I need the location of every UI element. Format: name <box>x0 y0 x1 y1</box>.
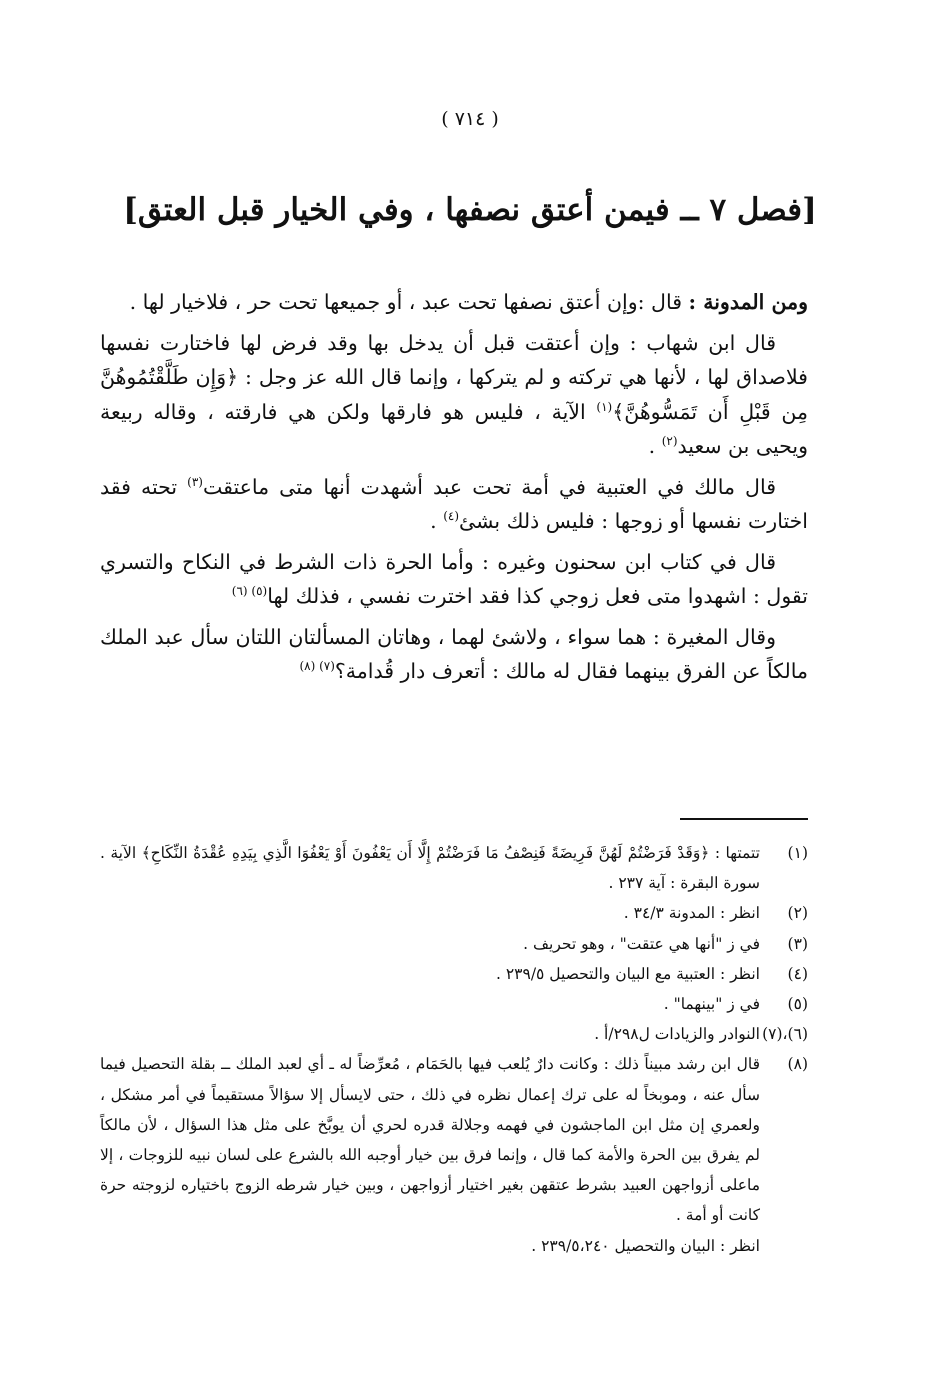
footnote-source: انظر : البيان والتحصيل ٢٣٩/٥،٢٤٠ . <box>531 1236 760 1255</box>
footnote-item <box>100 989 808 1019</box>
footnote-text: قال ابن رشد مبيناً ذلك : وكانت دارٌ يُلعب فيها بالحَمَام ، مُعرِّضاً له ـ أي لعبد الملك ــ بقلة التحصيل فيما سأل عنه ، وموبخاً له على ترك إعمال نظره في ذلك ، حتى لايسأل إلا سؤالاً مستقيماً في أمر مشكل ، ولعمري إن مثل ابن الماجشون في فهمه وجلالة قدره لحري أن يوبَّخ على مثل هذا السؤال ، لأن مالكاً لم يفرق بين الحرة والأمة كما قال ، وإنما فرق بين خيار أوجبه الله بالشرع على لسان نبيه للزوجات ، إلا ماعلى أزواجهن العبيد بشرط عتقهن بغير اختيار أزواجهن ، وبين خيار شرطه الزوج باختياره لزوجته حرة كانت أو أمة . <box>100 1055 760 1225</box>
footnote-divider <box>680 818 808 820</box>
paragraph-text: وقال المغيرة : هما سواء ، ولاشئ لهما ، وهاتان المسألتان اللتان سأل عبد الملك مالكاً عن الفرق بينهما فقال له مالك : أتعرف دار قُدامة؟ <box>100 624 808 683</box>
chapter-title: [فصل ٧ ــ فيمن أعتق نصفها ، وفي الخيار قبل العتق] <box>123 192 817 228</box>
paragraph-2 <box>100 326 808 464</box>
footnote-text-block <box>100 1049 760 1260</box>
footnote-ref[interactable]: (٢) <box>661 434 678 449</box>
page-number: ( ٧١٤ ) <box>441 108 499 130</box>
footnote-item <box>100 1019 808 1049</box>
paragraph-text: الآية ، فليس هو فارقها ولكن هي فارقته ، وقاله ربيعة ويحيى بن سعيد <box>100 399 808 458</box>
paragraph-text: قال مالك في العتبية في أمة تحت عبد أشهدت أنها متى ماعتقت <box>202 474 777 499</box>
footnote-number: (٤) <box>787 964 808 983</box>
footnote-item <box>100 898 808 928</box>
footnote-number: (١) <box>787 844 808 862</box>
footnote-text: في ز "أنها هي عتقت" ، وهو تحريف . <box>523 934 760 953</box>
footnote-ref[interactable]: (١) <box>596 399 613 414</box>
paragraph-4 <box>100 545 808 614</box>
footnote-item <box>100 1049 808 1260</box>
footnote-item <box>100 929 808 959</box>
footnotes <box>100 838 808 1261</box>
footnote-number: (٦)،(٧) <box>762 1025 808 1044</box>
paragraph-5 <box>100 620 808 689</box>
footnote-ref[interactable]: (٧) (٨) <box>299 659 335 674</box>
footnote-text: النوادر والزيادات ل٢٩٨/أ . <box>594 1025 760 1044</box>
paragraph-text: قال في كتاب ابن سحنون وغيره : وأما الحرة ذات الشرط في النكاح والتسري تقول : اشهدوا متى فعل زوجي كذا فقد اخترت نفسي ، فذلك لها <box>100 549 808 608</box>
paragraph-text: قال :وإن أعتق نصفها تحت عبد ، أو جميعها تحت حر ، فلاخيار لها . <box>129 290 689 314</box>
footnote-number: (٨) <box>787 1055 808 1074</box>
footnote-ref[interactable]: (٤) <box>443 509 460 524</box>
footnote-text: تتمتها : ﴿وَقَدْ فَرَضْتُمْ لَهُنَّ فَرِيضَةً فَنِصْفُ مَا فَرَضْتُمْ إِلَّا أَن يَعْفُونَ أَوْ يَعْفُوَا الَّذِي بِيَدِهِ عُقْدَةُ النِّكَاحِ﴾ الآية . سورة البقرة : آية ٢٣٧ . <box>100 844 760 893</box>
footnote-text: انظر : المدونة ٣٤/٣ . <box>623 904 760 923</box>
footnote-ref[interactable]: (٥) (٦) <box>231 584 268 599</box>
paragraph-lead: ومن المدونة : <box>688 290 808 314</box>
footnote-ref[interactable]: (٣) <box>187 474 203 489</box>
main-text <box>100 285 808 695</box>
footnote-number: (٣) <box>787 934 808 953</box>
footnote-item <box>100 838 808 898</box>
paragraph-3 <box>100 470 808 539</box>
footnote-item <box>100 959 808 989</box>
paragraph-text: . <box>430 509 444 533</box>
footnote-number: (٥) <box>787 995 808 1014</box>
footnote-text: في ز "بينهما" . <box>663 995 760 1014</box>
footnote-text: انظر : العتبية مع البيان والتحصيل ٢٣٩/٥ . <box>495 964 760 983</box>
paragraph-text: تحته فقد اختارت نفسها أو زوجها : فليس ذلك بشئ <box>100 474 808 533</box>
paragraph-1 <box>100 285 808 320</box>
paragraph-text: قال ابن شهاب : وإن أعتقت قبل أن يدخل بها وقد فرض لها فاختارت نفسها فلاصداق لها ، لأنها هي تركته و لم يتركها ، وإنما قال الله عز وجل : ﴿وَإِن طَلَّقْتُمُوهُنَّ مِن قَبْلِ أَن تَمَسُّوهُنَّ﴾ <box>100 330 808 424</box>
paragraph-text: . <box>648 434 662 458</box>
footnote-number: (٢) <box>787 904 808 923</box>
